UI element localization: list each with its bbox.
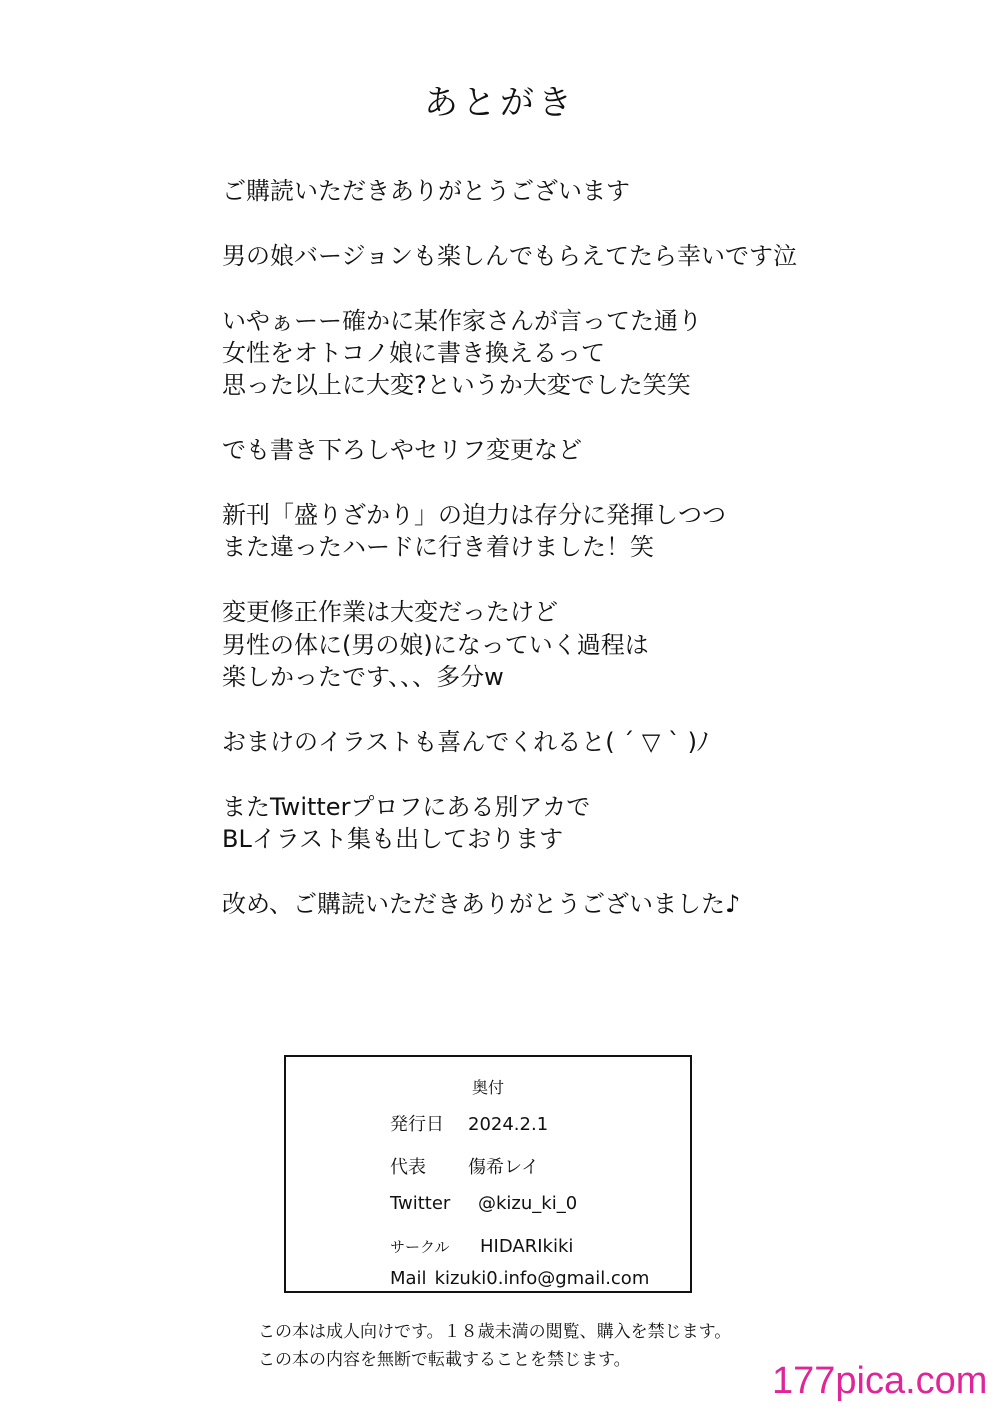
paragraph: [222, 240, 922, 272]
twitter-handle: @kizu_ki_0: [478, 1193, 578, 1214]
colophon-title: 奥付: [471, 1078, 504, 1097]
text-line: 楽しかったです、、、多分w: [222, 663, 504, 692]
afterword-body: [222, 175, 922, 920]
publish-date-value: 2024.2.1: [468, 1114, 549, 1135]
paragraph: [222, 175, 922, 207]
colophon-box: [284, 1055, 692, 1293]
paragraph: [222, 499, 922, 564]
paragraph: [222, 596, 922, 693]
text-line: またTwitterプロフにある別アカで: [222, 792, 591, 821]
text-line: おまけのイラストも喜んでくれると( ´ ▽ ` )ﾉ: [222, 727, 709, 756]
paragraph: [222, 726, 922, 758]
representative-row: [390, 1153, 539, 1179]
paragraph: [222, 888, 922, 920]
twitter-row: [390, 1193, 577, 1214]
text-line: 女性をオトコノ娘に書き換えるって: [222, 339, 606, 367]
text-line: ご購読いただきありがとうございます: [222, 177, 630, 205]
notice-line: この本は成人向けです。１８歳未満の閲覧、購入を禁じます。: [258, 1322, 732, 1342]
representative-value: 傷希レイ: [468, 1157, 540, 1178]
site-watermark: 177pica.com: [772, 1360, 988, 1402]
paragraph: [222, 791, 922, 856]
mail-label: Mail: [390, 1268, 427, 1289]
publish-date-row: [390, 1110, 548, 1136]
text-line: 男性の体に(男の娘)になっていく過程は: [222, 630, 649, 659]
mail-row: [390, 1268, 649, 1289]
text-line: BLイラスト集も出しております: [222, 825, 564, 854]
mail-address: kizuki0.info@gmail.com: [434, 1268, 650, 1289]
paragraph: [222, 434, 922, 466]
page-title: あとがき: [424, 83, 576, 123]
paragraph: [222, 305, 922, 402]
representative-label: 代表: [390, 1157, 426, 1178]
text-line: いやぁーー確かに某作家さんが言ってた通り: [222, 306, 702, 335]
circle-name: HIDARIkiki: [480, 1236, 574, 1257]
publish-date-label: 発行日: [390, 1114, 444, 1135]
text-line: また違ったハードに行き着けました！笑: [222, 533, 654, 562]
text-line: 男の娘バージョンも楽しんでもらえてたら幸いです泣: [222, 241, 798, 270]
text-line: 思った以上に大変?というか大変でした笑笑: [222, 371, 691, 400]
twitter-label: Twitter: [390, 1193, 451, 1214]
legal-notice: [258, 1318, 731, 1374]
notice-line: この本の内容を無断で転載することを禁じます。: [258, 1350, 631, 1370]
text-line: 改め、ご購読いただきありがとうございました♪: [222, 889, 741, 918]
circle-row: [390, 1236, 573, 1257]
circle-label: サークル: [390, 1238, 450, 1256]
text-line: でも書き下ろしやセリフ変更など: [222, 436, 582, 465]
text-line: 変更修正作業は大変だったけど: [222, 598, 558, 627]
text-line: 新刊「盛りざかり」の迫力は存分に発揮しつつ: [222, 501, 726, 529]
